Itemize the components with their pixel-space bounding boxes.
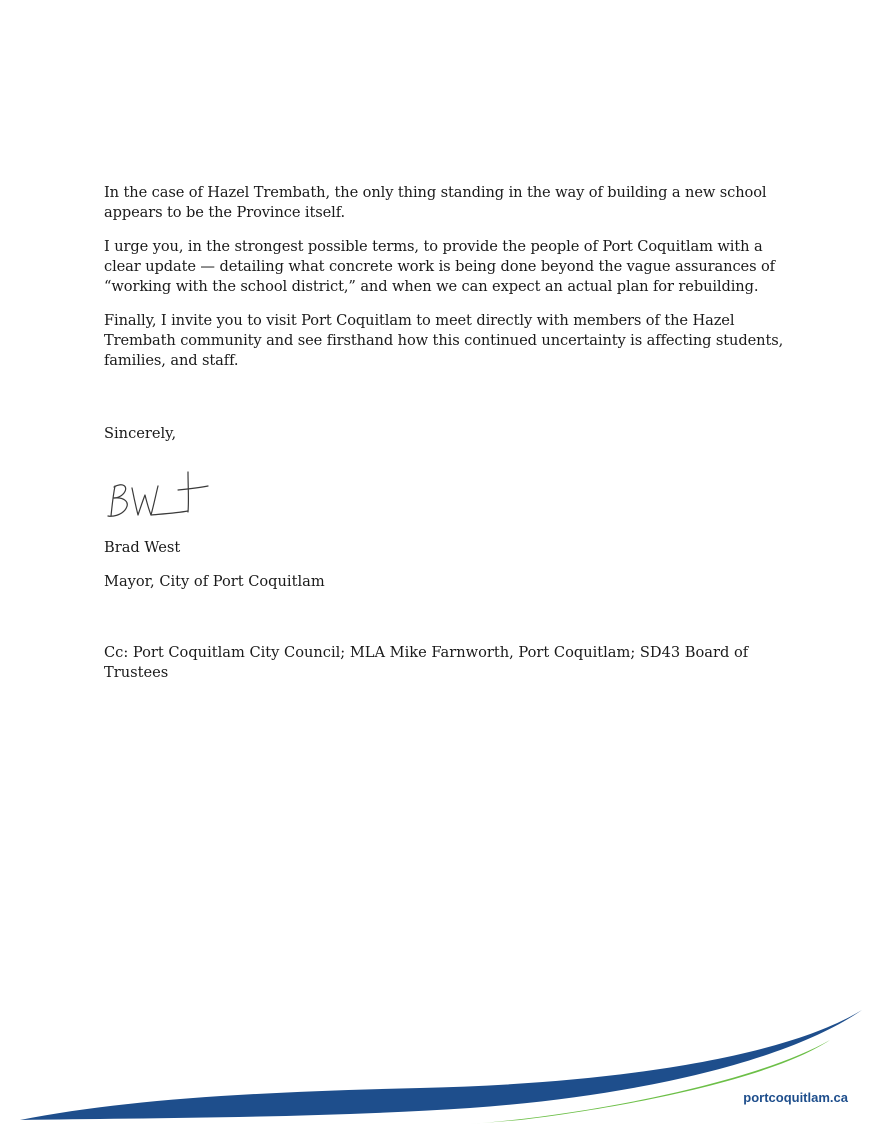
footer-website-link[interactable]: portcoquitlam.ca — [743, 1090, 848, 1105]
paragraph-1: In the case of Hazel Trembath, the only thing standing in the way of building a new school appears to be the Province itself. — [104, 184, 767, 221]
paragraph-2: I urge you, in the strongest possible terms, to provide the people of Port Coquitlam with a clear update — detailing what concrete work is being done beyond the vague assurances of “working with the school district,” and when we can expect an actual plan for rebuilding. — [104, 238, 775, 295]
signer-name: Brad West — [104, 539, 181, 556]
cc-line: Cc: Port Coquitlam City Council; MLA Mike Farnworth, Port Coquitlam; SD43 Board of Trustees — [104, 644, 749, 681]
letter-body — [104, 183, 794, 371]
signer-title: Mayor, City of Port Coquitlam — [104, 573, 325, 590]
blue-swoosh — [20, 1010, 862, 1120]
closing-salutation: Sincerely, — [104, 425, 177, 442]
paragraph-3: Finally, I invite you to visit Port Coquitlam to meet directly with members of the Hazel Trembath community and see firsthand how this continued uncertainty is affecting students, families, and staff. — [104, 312, 784, 369]
footer-swoosh-graphic — [0, 1000, 884, 1144]
signature-image — [102, 460, 214, 522]
